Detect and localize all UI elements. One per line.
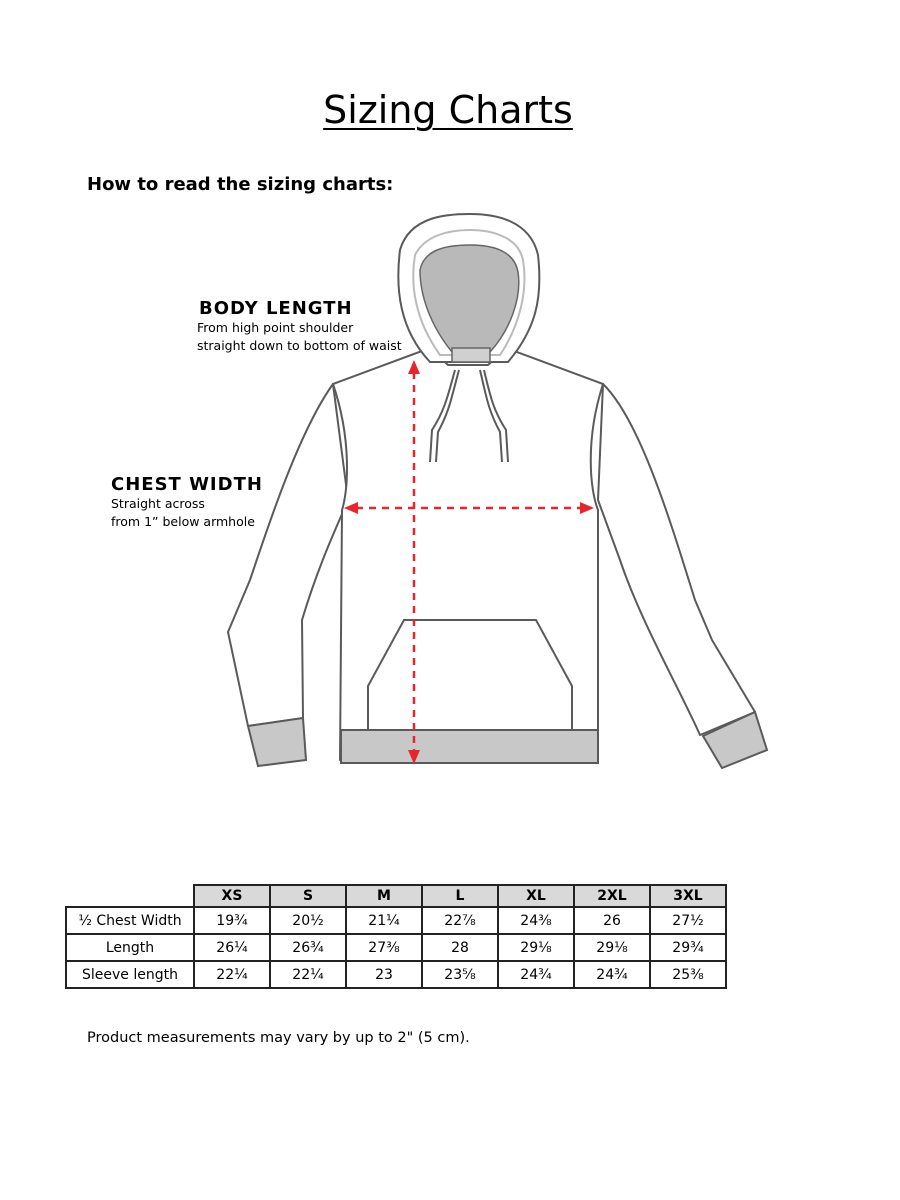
table-cell: 26¾ <box>270 934 346 961</box>
table-cell: 20½ <box>270 907 346 934</box>
table-cell: 24¾ <box>574 961 650 988</box>
chest-width-line-1: Straight across <box>111 496 205 511</box>
table-cell: 25⅜ <box>650 961 726 988</box>
size-col-3xl: 3XL <box>650 885 726 907</box>
row-label: Sleeve length <box>66 961 194 988</box>
table-cell: 23 <box>346 961 422 988</box>
table-row <box>66 934 726 961</box>
waistband <box>341 730 598 763</box>
section-subtitle: How to read the sizing charts: <box>87 174 394 195</box>
table-cell: 22¼ <box>194 961 270 988</box>
page-title: Sizing Charts <box>323 88 573 132</box>
table-cell: 26¼ <box>194 934 270 961</box>
row-label: ½ Chest Width <box>66 907 194 934</box>
left-cuff <box>248 718 306 766</box>
table-cell: 27½ <box>650 907 726 934</box>
table-cell: 26 <box>574 907 650 934</box>
body-length-line-2: straight down to bottom of waist <box>197 338 402 353</box>
table-cell: 22⅞ <box>422 907 498 934</box>
table-cell: 24⅜ <box>498 907 574 934</box>
table-cell: 21¼ <box>346 907 422 934</box>
measurement-note: Product measurements may vary by up to 2" (5 cm). <box>87 1030 470 1046</box>
right-sleeve <box>598 384 755 735</box>
table-cell: 27⅜ <box>346 934 422 961</box>
table-cell: 24¾ <box>498 961 574 988</box>
size-col-2xl: 2XL <box>574 885 650 907</box>
size-col-l: L <box>422 885 498 907</box>
chest-width-line-2: from 1” below armhole <box>111 514 255 529</box>
left-sleeve <box>228 384 348 726</box>
chest-width-heading: CHEST WIDTH <box>111 474 263 495</box>
body-length-heading: BODY LENGTH <box>199 298 353 319</box>
table-cell: 23⅝ <box>422 961 498 988</box>
row-label: Length <box>66 934 194 961</box>
size-col-xs: XS <box>194 885 270 907</box>
body-length-description <box>197 319 402 355</box>
table-corner <box>66 885 194 907</box>
size-col-s: S <box>270 885 346 907</box>
body-length-line-1: From high point shoulder <box>197 320 354 335</box>
table-row <box>66 961 726 988</box>
hoodie-body <box>333 348 603 760</box>
table-row <box>66 907 726 934</box>
table-cell: 22¼ <box>270 961 346 988</box>
table-cell: 29⅛ <box>574 934 650 961</box>
size-col-xl: XL <box>498 885 574 907</box>
table-cell: 19¾ <box>194 907 270 934</box>
table-cell: 29¾ <box>650 934 726 961</box>
size-table <box>65 884 727 989</box>
chest-width-description <box>111 495 255 531</box>
table-cell: 29⅛ <box>498 934 574 961</box>
size-header-row <box>66 885 726 907</box>
size-col-m: M <box>346 885 422 907</box>
table-cell: 28 <box>422 934 498 961</box>
